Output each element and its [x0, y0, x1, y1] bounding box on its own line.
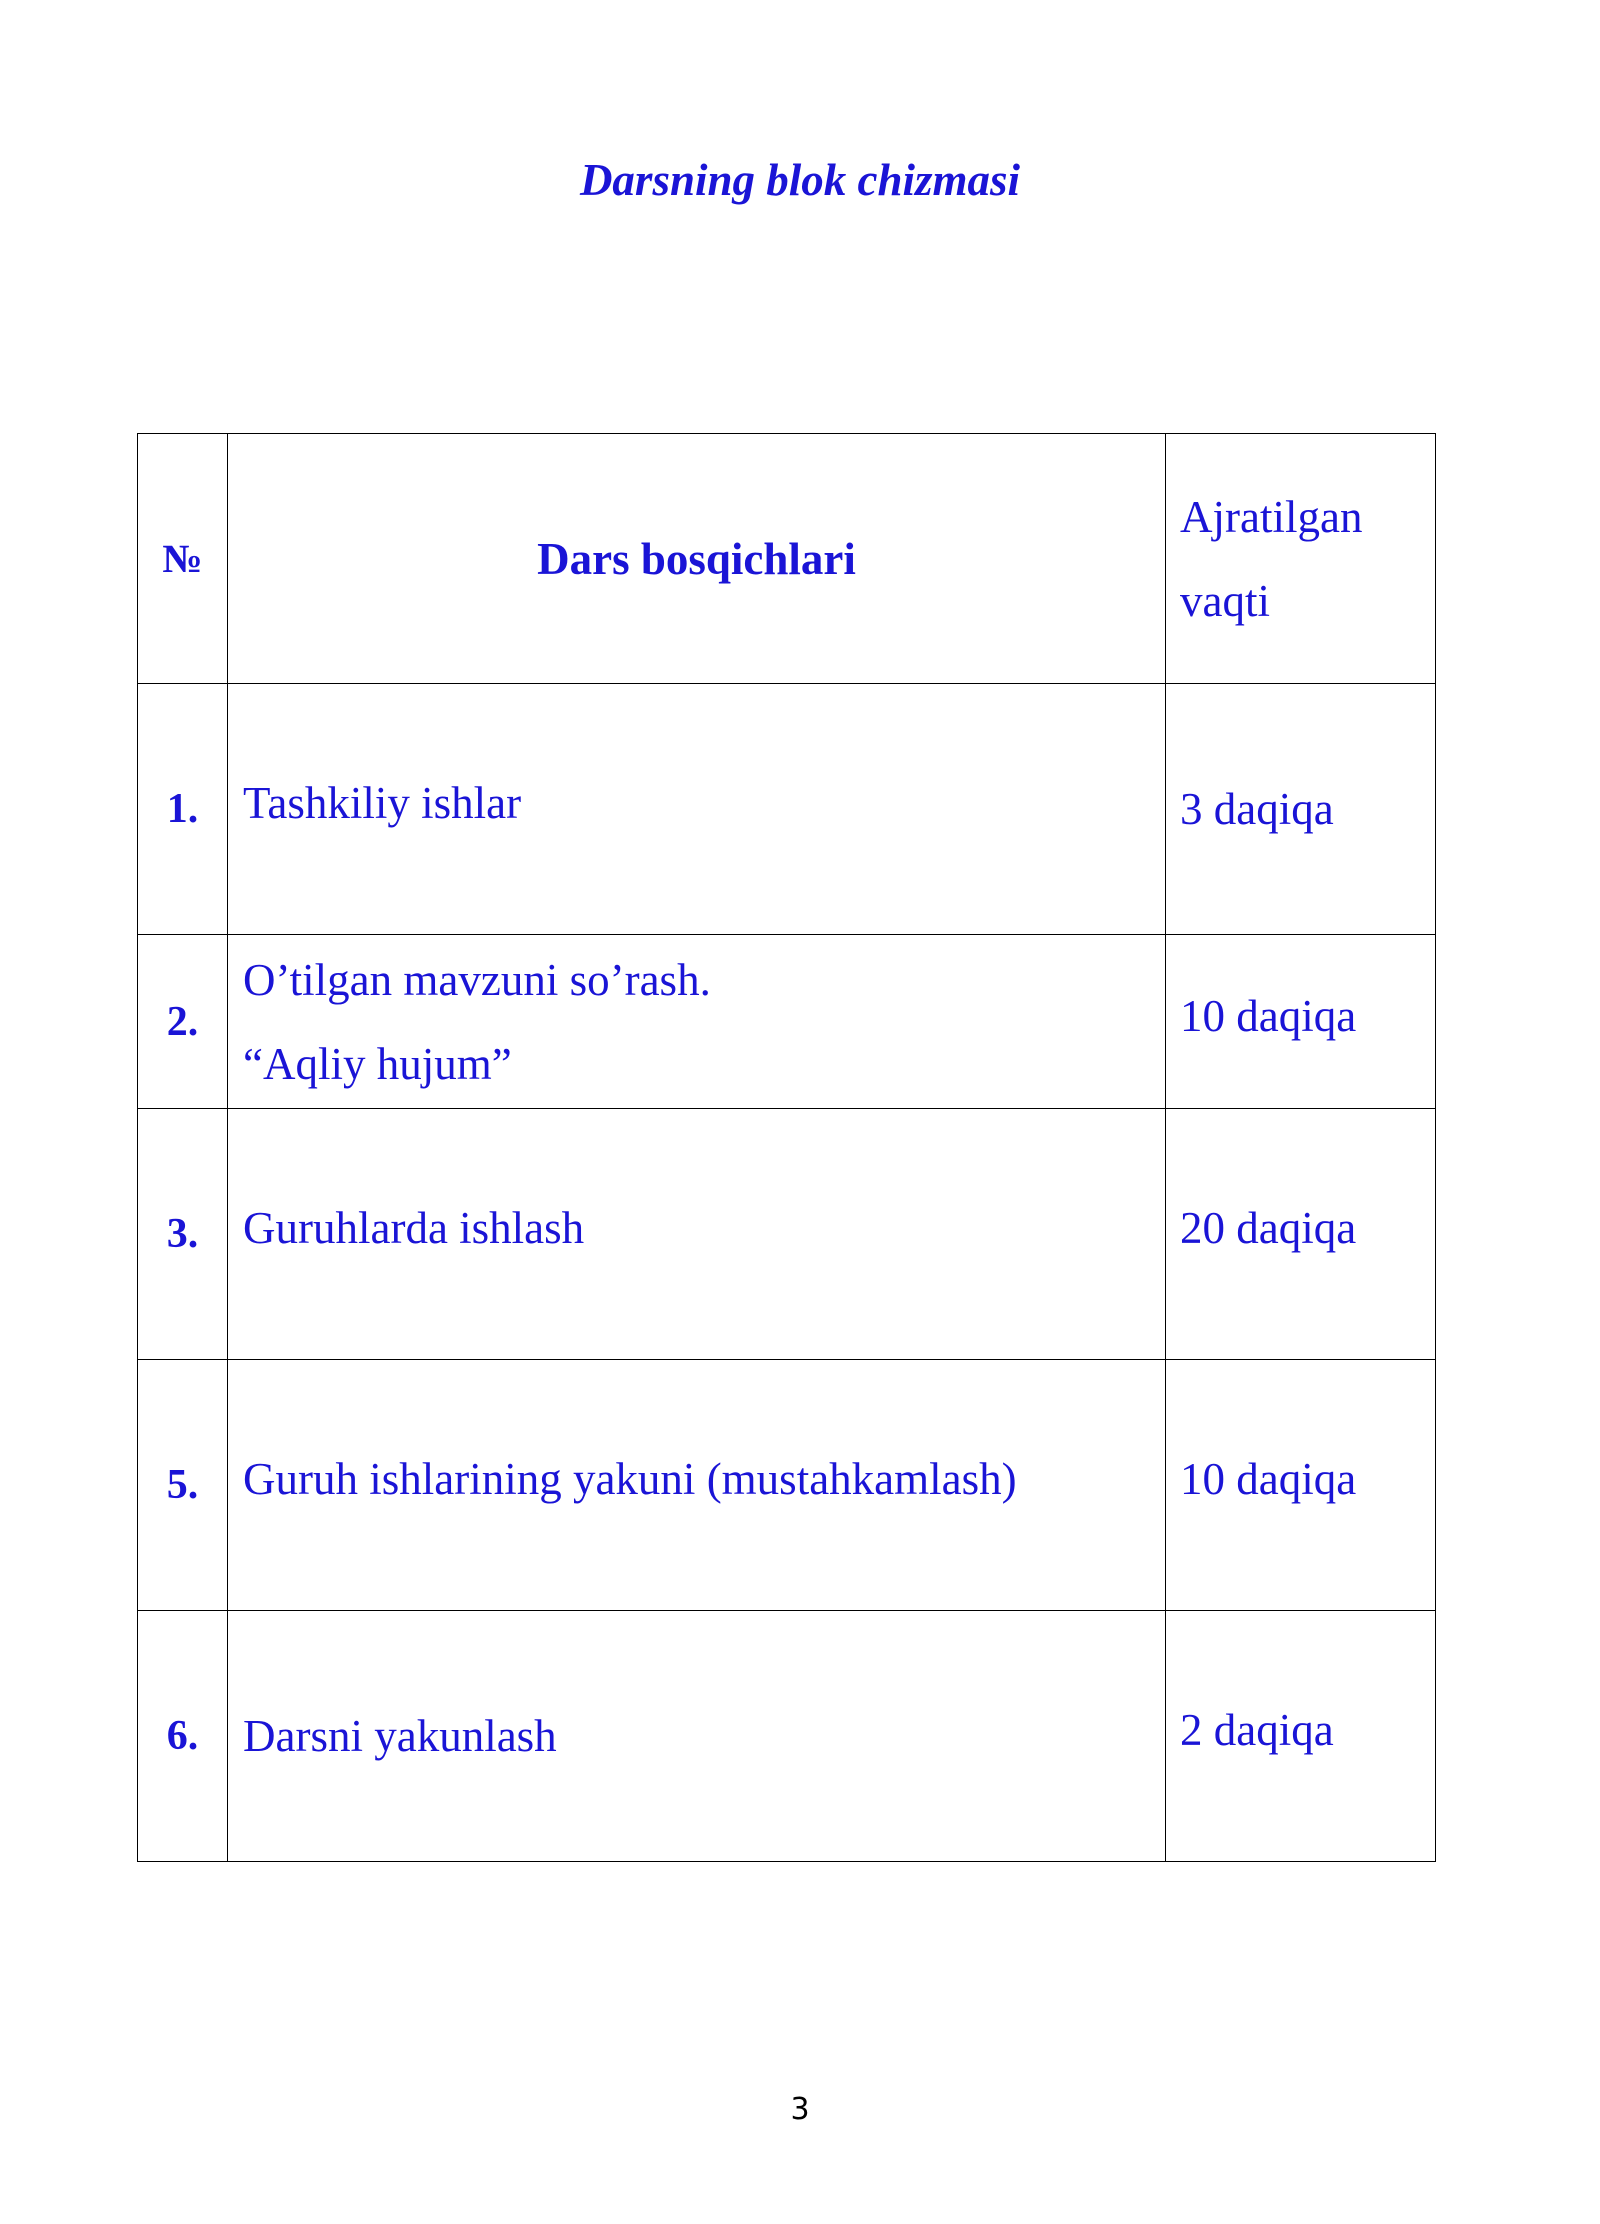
row-stage-line: Darsni yakunlash	[243, 1711, 557, 1761]
header-time	[1166, 434, 1436, 684]
row-time-text: 10 daqiqa	[1180, 1454, 1357, 1504]
table-header-row	[138, 434, 1436, 684]
row-stage-line: O’tilgan mavzuni so’rash.	[243, 954, 711, 1005]
row-stage	[228, 1109, 1166, 1360]
row-time	[1166, 1109, 1436, 1360]
header-time-line2: vaqti	[1180, 575, 1270, 626]
row-stage-line: Tashkiliy ishlar	[243, 778, 522, 828]
row-time-text: 2 daqiqa	[1180, 1705, 1334, 1755]
page-title: Darsning blok chizmasi	[579, 155, 1021, 205]
header-stage: Dars bosqichlari	[228, 434, 1166, 684]
row-time-text: 10 daqiqa	[1180, 990, 1357, 1041]
row-stage-line: Guruhlarda ishlash	[243, 1203, 585, 1253]
row-number: 5.	[138, 1360, 228, 1611]
table-row	[138, 1109, 1436, 1360]
header-time-line1: Ajratilgan	[1180, 491, 1363, 542]
row-stage-line: Guruh ishlarining yakuni (mustahkamlash)	[243, 1454, 1017, 1504]
table-row	[138, 1360, 1436, 1611]
row-time	[1166, 1360, 1436, 1611]
row-time	[1166, 935, 1436, 1109]
row-number: 1.	[138, 684, 228, 935]
row-time-text: 20 daqiqa	[1180, 1203, 1357, 1253]
row-time	[1166, 1611, 1436, 1862]
row-stage	[228, 1611, 1166, 1862]
row-number: 6.	[138, 1611, 228, 1862]
table-row	[138, 684, 1436, 935]
lesson-block-table	[137, 433, 1436, 1862]
row-stage	[228, 684, 1166, 935]
row-time: 3 daqiqa	[1166, 684, 1436, 935]
row-stage	[228, 1360, 1166, 1611]
row-number: 3.	[138, 1109, 228, 1360]
row-stage-line: “Aqliy hujum”	[243, 1038, 512, 1089]
table-row	[138, 935, 1436, 1109]
row-number: 2.	[138, 935, 228, 1109]
table-row	[138, 1611, 1436, 1862]
header-number: №	[138, 434, 228, 684]
row-stage	[228, 935, 1166, 1109]
page-number: 3	[790, 2092, 810, 2127]
